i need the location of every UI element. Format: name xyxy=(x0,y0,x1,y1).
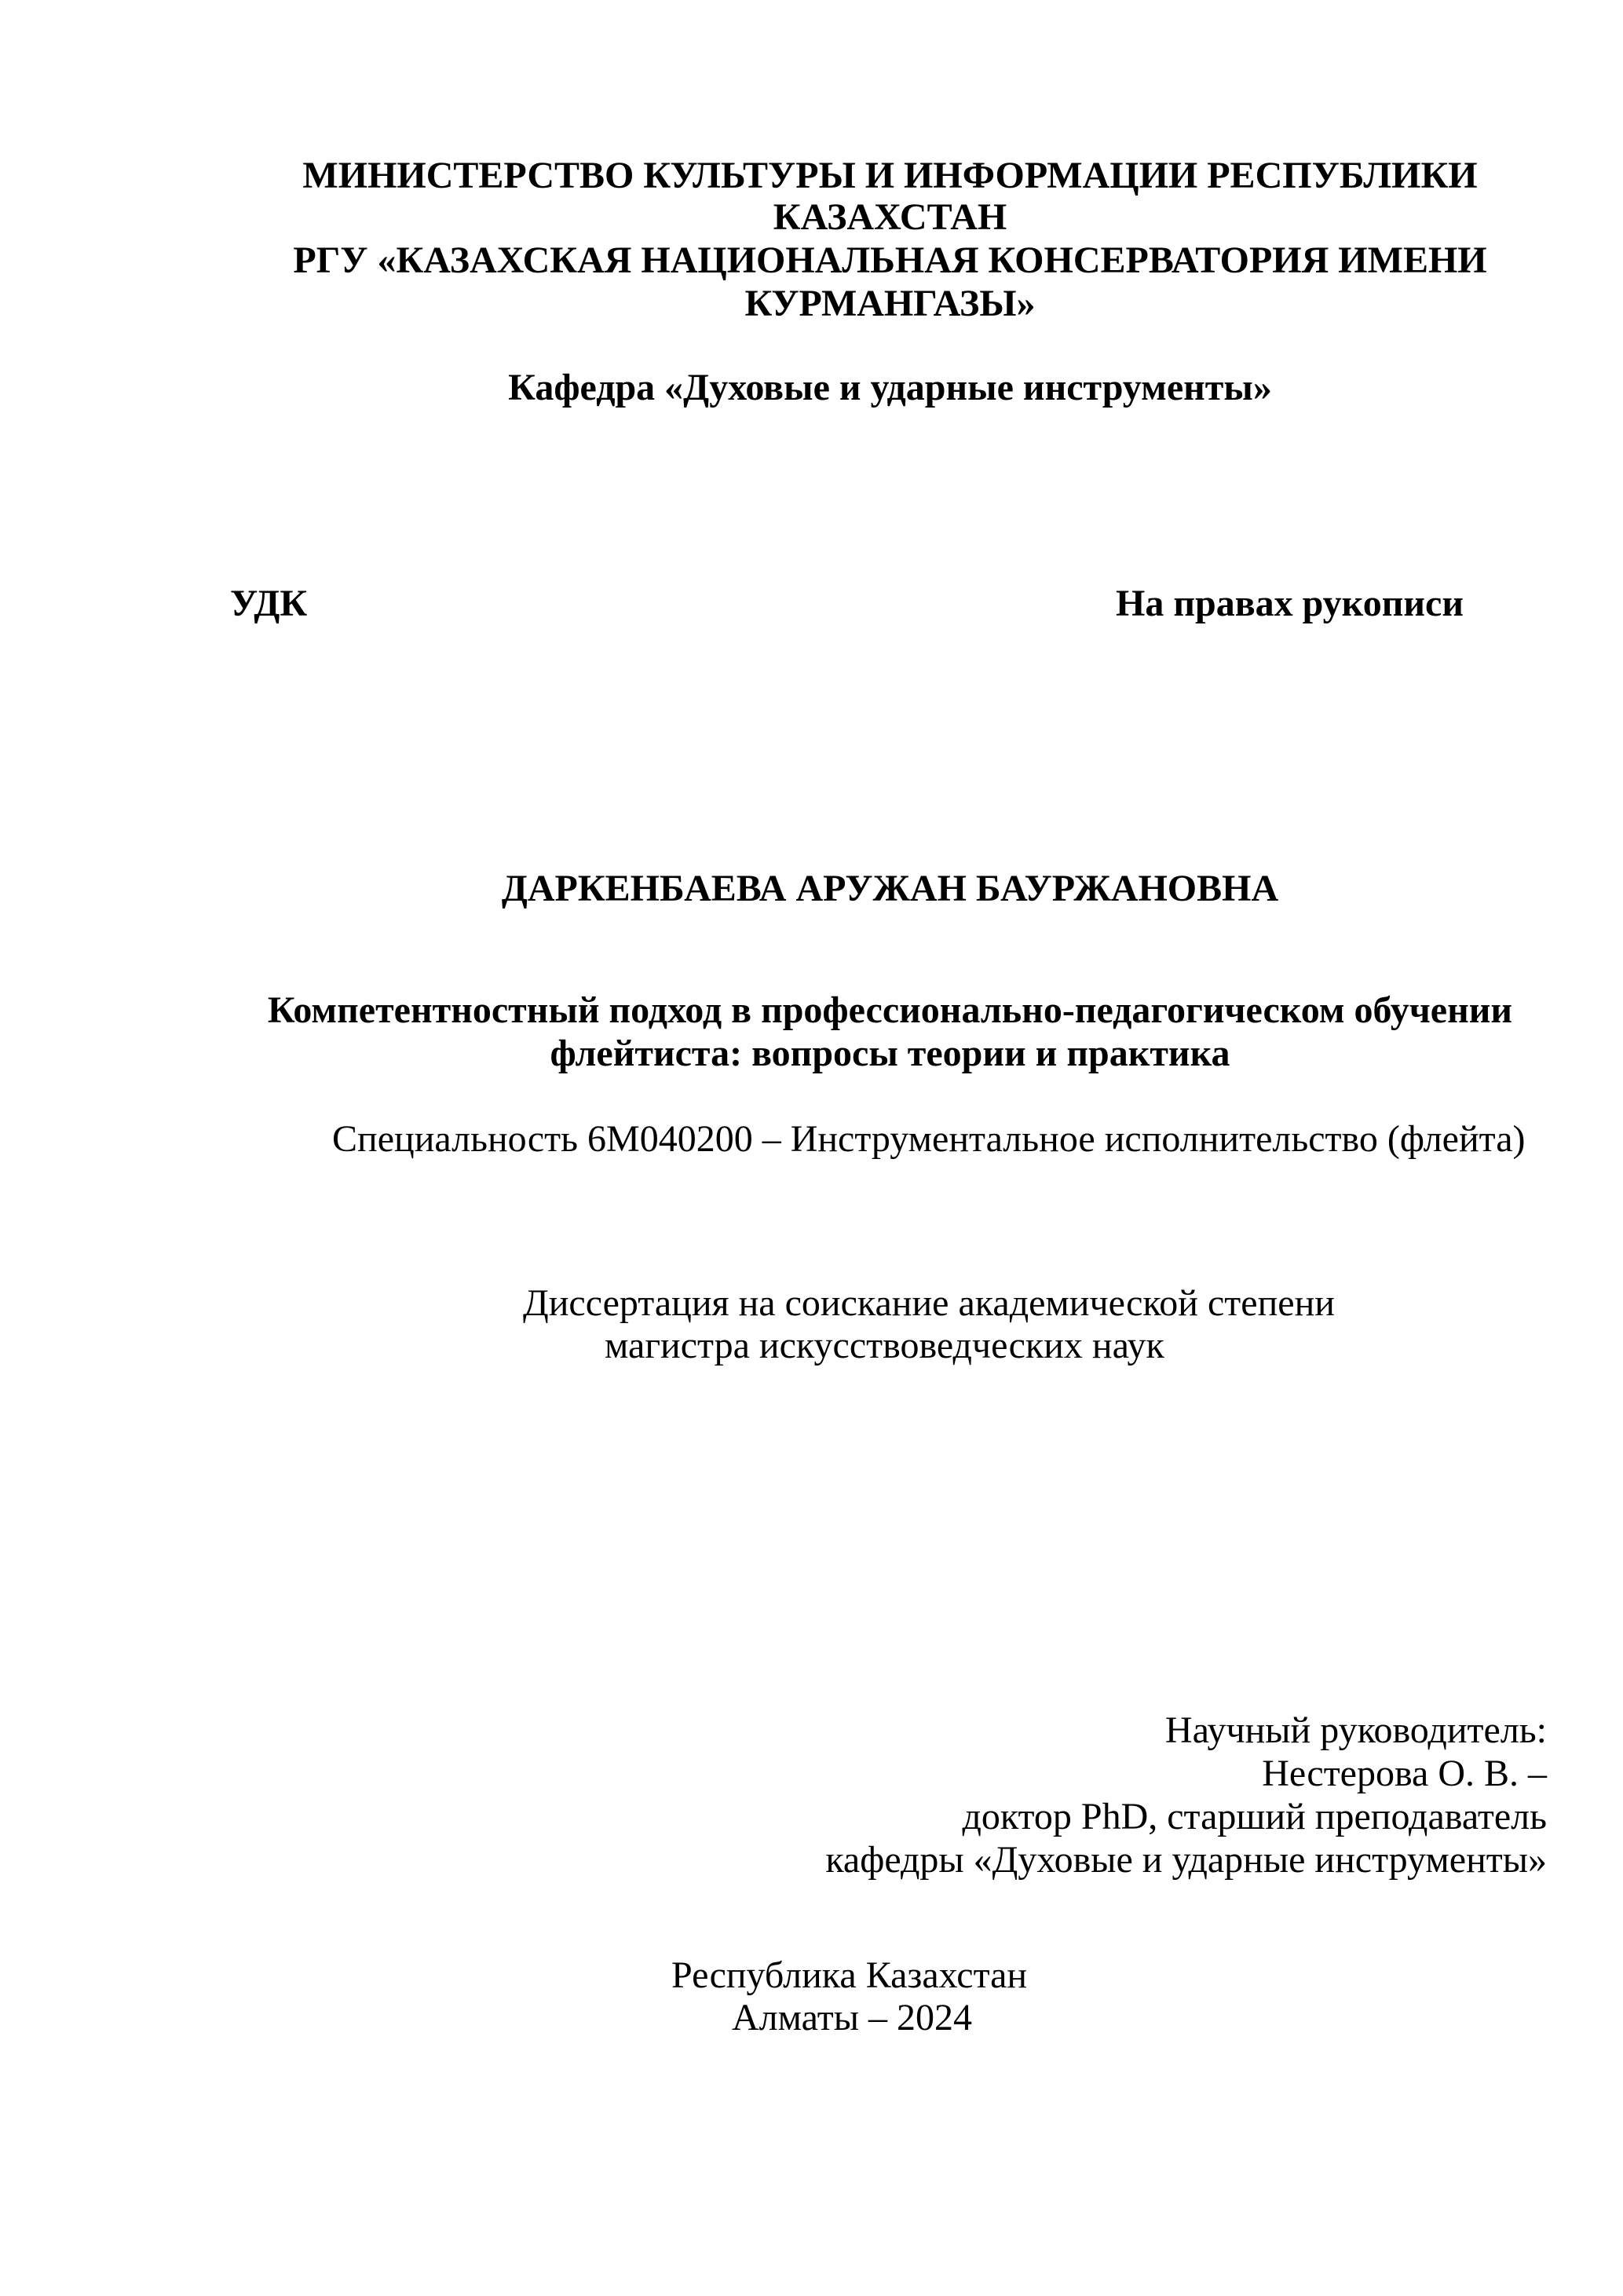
ministry-title-line2: КАЗАХСТАН xyxy=(773,196,1007,238)
udk-label: УДК xyxy=(230,583,308,624)
degree-line1: Диссертация на соискание академической степени xyxy=(523,1282,1335,1324)
ministry-title-line1: МИНИСТЕРСТВО КУЛЬТУРЫ И ИНФОРМАЦИИ РЕСПУБЛИКИ xyxy=(302,155,1478,196)
thesis-title-line1: Компетентностный подход в профессионально-педагогическом обучении xyxy=(267,989,1513,1031)
supervisor-label: Научный руководитель: xyxy=(1164,1709,1547,1751)
supervisor-block xyxy=(825,1709,1547,1881)
manuscript-rights-label: На правах рукописи xyxy=(1116,583,1464,624)
country-line: Республика Казахстан xyxy=(671,1954,1028,1996)
conservatory-title-line1: РГУ «КАЗАХСКАЯ НАЦИОНАЛЬНАЯ КОНСЕРВАТОРИЯ ИМЕНИ xyxy=(293,239,1487,281)
supervisor-position: доктор PhD, старший преподаватель xyxy=(962,1796,1547,1837)
degree-line2: магистра искусствоведческих наук xyxy=(605,1325,1164,1366)
department-title: Кафедра «Духовые и ударные инструменты» xyxy=(508,367,1272,408)
thesis-title-line2: флейтиста: вопросы теории и практика xyxy=(550,1033,1230,1074)
author-name: ДАРКЕНБАЕВА АРУЖАН БАУРЖАНОВНА xyxy=(501,868,1279,909)
city-year-line: Алматы – 2024 xyxy=(732,1997,972,2038)
supervisor-name: Нестерова О. В. – xyxy=(1262,1753,1547,1794)
supervisor-department: кафедры «Духовые и ударные инструменты» xyxy=(825,1839,1547,1881)
specialty-line: Специальность 6М040200 – Инструментальное исполнительство (флейта) xyxy=(332,1118,1526,1160)
conservatory-title-line2: КУРМАНГАЗЫ» xyxy=(744,283,1036,324)
